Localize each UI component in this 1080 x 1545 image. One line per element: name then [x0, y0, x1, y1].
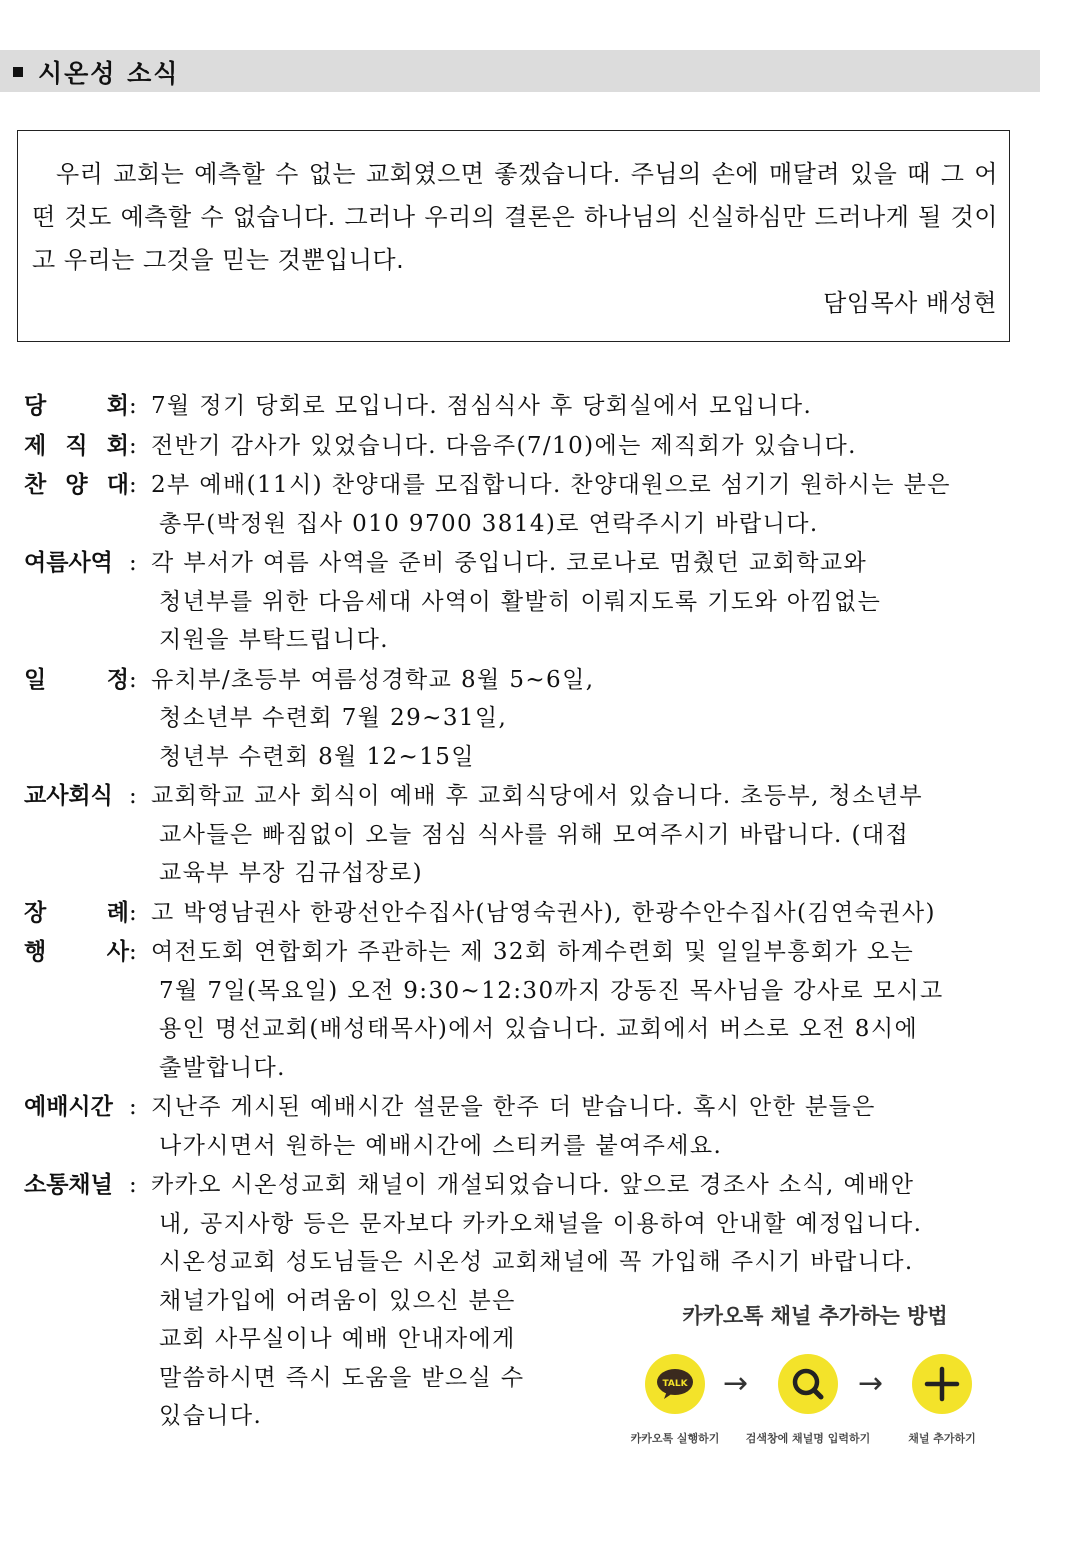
notice-label-char: 회	[106, 432, 129, 459]
notice-item	[24, 933, 1034, 1087]
notice-colon: :	[129, 393, 137, 419]
pastor-quote-box	[17, 130, 1010, 342]
notice-colon: :	[129, 666, 137, 693]
kakao-channel-guide	[620, 1300, 1010, 1460]
notice-item	[24, 777, 1034, 893]
notice-item	[24, 661, 1034, 777]
notice-label	[24, 544, 129, 660]
notice-label-char: 교사회식	[24, 783, 113, 809]
notice-body	[151, 544, 1034, 660]
notice-line: 말씀하시면 즉시 도움을 받으실 수	[159, 1364, 525, 1391]
notice-body	[151, 661, 1034, 777]
notice-label	[24, 777, 129, 893]
notice-item	[24, 1088, 1034, 1165]
notice-line: 여전도회 연합회가 주관하는 제 32회 하계수련회 및 일일부흥회가 오는	[151, 939, 915, 965]
notice-label	[24, 427, 129, 466]
notice-line: 각 부서가 여름 사역을 준비 중입니다. 코로나로 멈췄던 교회학교와	[151, 550, 868, 576]
notice-colon: :	[129, 939, 137, 965]
notice-label-char: 사	[106, 939, 129, 965]
notice-label	[24, 387, 129, 426]
plus-icon	[912, 1354, 972, 1414]
section-title: 시온성 소식	[38, 59, 180, 88]
notice-label-char: 직	[65, 432, 88, 459]
notice-line: 청소년부 수련회 7월 29~31일,	[159, 705, 508, 731]
notice-line: 총무(박정원 집사 010 9700 3814)로 연락주시기 바랍니다.	[159, 510, 819, 537]
notice-label-char: 행	[24, 939, 47, 965]
notice-label-char: 정	[106, 666, 129, 693]
talk-icon-label: TALK	[662, 1379, 688, 1389]
notice-line: 나가시면서 원하는 예배시간에 스티커를 붙여주세요.	[159, 1132, 723, 1159]
notice-line: 청년부 수련회 8월 12~15일	[159, 743, 475, 770]
notice-line: 시온성교회 성도님들은 시온성 교회채널에 꼭 가입해 주시기 바랍니다.	[159, 1249, 914, 1275]
notice-label-char: 대	[106, 472, 129, 498]
notice-label-char: 당	[24, 393, 47, 419]
notice-line: 7월 7일(목요일) 오전 9:30~12:30까지 강동진 목사님을 강사로 모시고	[159, 977, 944, 1004]
notice-line: 카카오 시온성교회 채널이 개설되었습니다. 앞으로 경조사 소식, 예배안	[151, 1172, 915, 1198]
kakao-guide-title: 카카오톡 채널 추가하는 방법	[682, 1304, 948, 1328]
notice-colon: :	[129, 1172, 137, 1198]
notice-item	[24, 427, 1034, 466]
notice-line: 2부 예배(11시) 찬양대를 모집합니다. 찬양대원으로 섬기기 원하시는 분은	[151, 472, 951, 498]
notice-colon: :	[129, 899, 137, 926]
notice-line: 용인 명선교회(배성태목사)에서 있습니다. 교회에서 버스로 오전 8시에	[159, 1016, 919, 1042]
notice-colon: :	[129, 472, 137, 498]
square-bullet-icon	[13, 67, 23, 77]
notice-line: 교회 사무실이나 예배 안내자에게	[159, 1326, 516, 1352]
notice-colon: :	[129, 550, 137, 576]
notice-label	[24, 1166, 129, 1436]
notice-line: 출발합니다.	[159, 1054, 286, 1081]
notice-line: 지원을 부탁드립니다.	[159, 627, 389, 653]
notice-colon: :	[129, 1094, 137, 1120]
notice-label	[24, 894, 129, 933]
notice-line: 고 박영남권사 한광선안수집사(남영숙권사), 한광수안수집사(김연숙권사)	[151, 899, 936, 926]
notice-line: 전반기 감사가 있었습니다. 다음주(7/10)에는 제직회가 있습니다.	[151, 432, 857, 459]
notice-label-char: 양	[65, 472, 88, 498]
notice-item	[24, 387, 1034, 426]
notice-label-char: 회	[106, 393, 129, 419]
notice-label-char: 제	[24, 432, 47, 459]
kakao-step-caption: 채널 추가하기	[908, 1432, 976, 1445]
notice-item	[24, 544, 1034, 660]
arrow-right-icon: →	[723, 1366, 749, 1401]
notice-label	[24, 466, 129, 543]
notice-body	[151, 466, 1034, 543]
notice-line: 있습니다.	[159, 1403, 263, 1429]
notice-body	[151, 777, 1034, 893]
notice-line: 청년부를 위한 다음세대 사역이 활발히 이뤄지도록 기도와 아낌없는	[159, 588, 882, 615]
notice-line: 교사들은 빠짐없이 오늘 점심 식사를 위해 모여주시기 바랍니다. (대접	[159, 821, 910, 848]
notice-label-char: 찬	[24, 472, 47, 498]
notice-label-char: 례	[106, 899, 129, 926]
notice-colon: :	[129, 783, 137, 809]
notice-label-char: 일	[24, 666, 47, 693]
quote-text: 우리 교회는 예측할 수 없는 교회였으면 좋겠습니다. 주님의 손에 매달려 있을 때 그 어떤 것도 예측할 수 없습니다. 그러나 우리의 결론은 하나님의 신실하심만 드러나게 될 것이고 우리는 그것을 믿는 것뿐입니다.	[32, 160, 998, 274]
notice-label	[24, 1088, 129, 1165]
notice-line: 7월 정기 당회로 모입니다. 점심식사 후 당회실에서 모입니다.	[151, 393, 813, 419]
talk-icon	[645, 1354, 705, 1414]
notice-body	[151, 427, 1034, 466]
notice-body	[151, 1088, 1034, 1165]
notice-line: 유치부/초등부 여름성경학교 8월 5~6일,	[151, 666, 595, 693]
search-icon	[778, 1354, 838, 1414]
arrow-right-icon: →	[858, 1366, 884, 1401]
notice-body	[151, 933, 1034, 1087]
notice-body	[151, 894, 1034, 933]
notice-item	[24, 466, 1034, 543]
quote-signature: 담임목사 배성현	[823, 289, 997, 317]
notice-label-char: 예배시간	[24, 1094, 113, 1120]
notice-line: 교회학교 교사 회식이 예배 후 교회식당에서 있습니다. 초등부, 청소년부	[151, 783, 924, 809]
notice-line: 교육부 부장 김규섭장로)	[159, 860, 423, 886]
notice-list	[24, 387, 1034, 1437]
notice-label	[24, 933, 129, 1087]
notice-colon: :	[129, 432, 137, 459]
notice-body	[151, 387, 1034, 426]
notice-label	[24, 661, 129, 777]
kakao-step-caption: 카카오톡 실행하기	[630, 1432, 720, 1445]
notice-label-char: 소통채널	[24, 1172, 113, 1198]
notice-line: 내, 공지사항 등은 문자보다 카카오채널을 이용하여 안내할 예정입니다.	[159, 1210, 923, 1237]
section-header	[0, 50, 1040, 92]
notice-label-char: 장	[24, 899, 47, 926]
notice-label-char: 여름사역	[24, 550, 113, 576]
notice-line: 지난주 게시된 예배시간 설문을 한주 더 받습니다. 혹시 안한 분들은	[151, 1094, 876, 1120]
notice-line: 채널가입에 어려움이 있으신 분은	[159, 1287, 516, 1314]
kakao-step-caption: 검색창에 채널명 입력하기	[745, 1432, 871, 1445]
notice-item	[24, 894, 1034, 933]
